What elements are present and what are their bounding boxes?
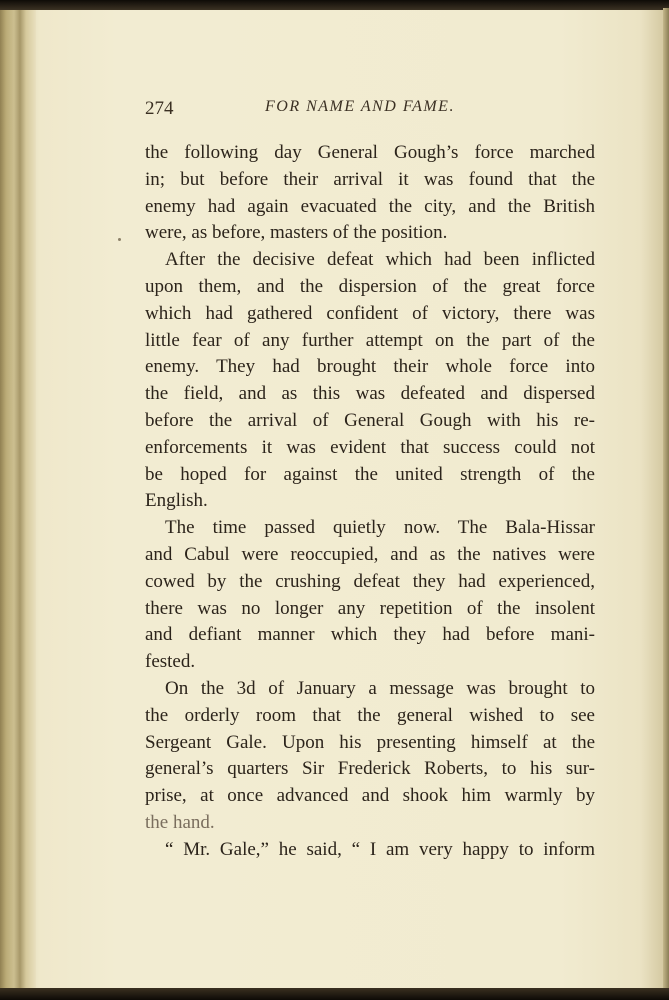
text-line: [145, 354, 595, 381]
text-line-content: On the 3d of January a message was brought to: [165, 677, 595, 699]
page-number: 274: [145, 98, 174, 119]
text-line-content: enemy had again evacuated the city, and the British: [145, 195, 595, 217]
text-line: [145, 435, 595, 462]
text-line-content: before the arrival of General Gough with his re-: [145, 409, 595, 431]
text-line-content: Sergeant Gale. Upon his presenting himself at the: [145, 731, 595, 753]
text-line: [145, 328, 595, 355]
text-line: [145, 596, 595, 623]
text-line-content: the hand.: [145, 811, 215, 833]
bottom-edge-shadow: [0, 988, 669, 1000]
text-line: [145, 247, 595, 274]
text-line: [145, 515, 595, 542]
text-line: [145, 542, 595, 569]
text-line: [145, 622, 595, 649]
text-line: [145, 462, 595, 489]
text-line-content: general’s quarters Sir Frederick Roberts, to his sur-: [145, 758, 595, 780]
text-line-content: and Cabul were reoccupied, and as the natives were: [145, 543, 595, 565]
text-line: [145, 140, 595, 167]
text-line-content: be hoped for against the united strength of the: [145, 463, 595, 485]
text-line: [145, 381, 595, 408]
text-line-content: the following day General Gough’s force marched: [145, 142, 595, 163]
text-line: [145, 756, 595, 783]
text-line-content: in; but before their arrival it was found that the: [145, 168, 595, 190]
text-line-content: little fear of any further attempt on the part of the: [145, 329, 595, 351]
text-line: [145, 810, 595, 837]
text-line-content: prise, at once advanced and shook him warmly by: [145, 785, 595, 807]
text-line: [145, 730, 595, 757]
text-line-content: fested.: [145, 651, 196, 673]
text-line: [145, 194, 595, 221]
text-line-content: cowed by the crushing defeat they had experienced,: [145, 570, 595, 592]
text-line: [145, 837, 595, 864]
text-line: [145, 703, 595, 730]
book-gutter: [0, 8, 36, 993]
text-line-content: After the decisive defeat which had been inflicted: [165, 249, 595, 271]
text-line: [145, 274, 595, 301]
text-line-content: were, as before, masters of the position.: [145, 222, 448, 244]
text-line-content: and defiant manner which they had before mani-: [145, 624, 595, 646]
text-line: [145, 783, 595, 810]
running-header: [145, 98, 595, 122]
text-line: [145, 167, 595, 194]
text-line: [145, 488, 595, 515]
body-text: [145, 140, 595, 864]
top-edge-shadow: [0, 0, 669, 10]
text-line: [145, 676, 595, 703]
text-line-content: “ Mr. Gale,” he said, “ I am very happy to inform: [165, 838, 595, 860]
text-line: [145, 220, 595, 247]
text-line-content: The time passed quietly now. The Bala-Hissar: [165, 517, 595, 539]
text-line-content: which had gathered confident of victory, there was: [145, 302, 595, 324]
text-line-content: the orderly room that the general wished to see: [145, 704, 595, 726]
ink-speck: [118, 238, 121, 241]
text-line: [145, 569, 595, 596]
text-line-content: the field, and as this was defeated and dispersed: [145, 383, 595, 405]
text-line-content: enemy. They had brought their whole force into: [145, 356, 595, 378]
text-line-content: English.: [145, 490, 208, 512]
text-line-content: enforcements it was evident that success could not: [145, 436, 595, 458]
text-line-content: there was no longer any repetition of the insolent: [145, 597, 595, 619]
text-line: [145, 408, 595, 435]
text-line: [145, 301, 595, 328]
text-line: [145, 649, 595, 676]
running-title: FOR NAME AND FAME.: [265, 98, 455, 115]
text-line-content: upon them, and the dispersion of the great force: [145, 275, 595, 297]
right-page-edge: [663, 8, 669, 993]
